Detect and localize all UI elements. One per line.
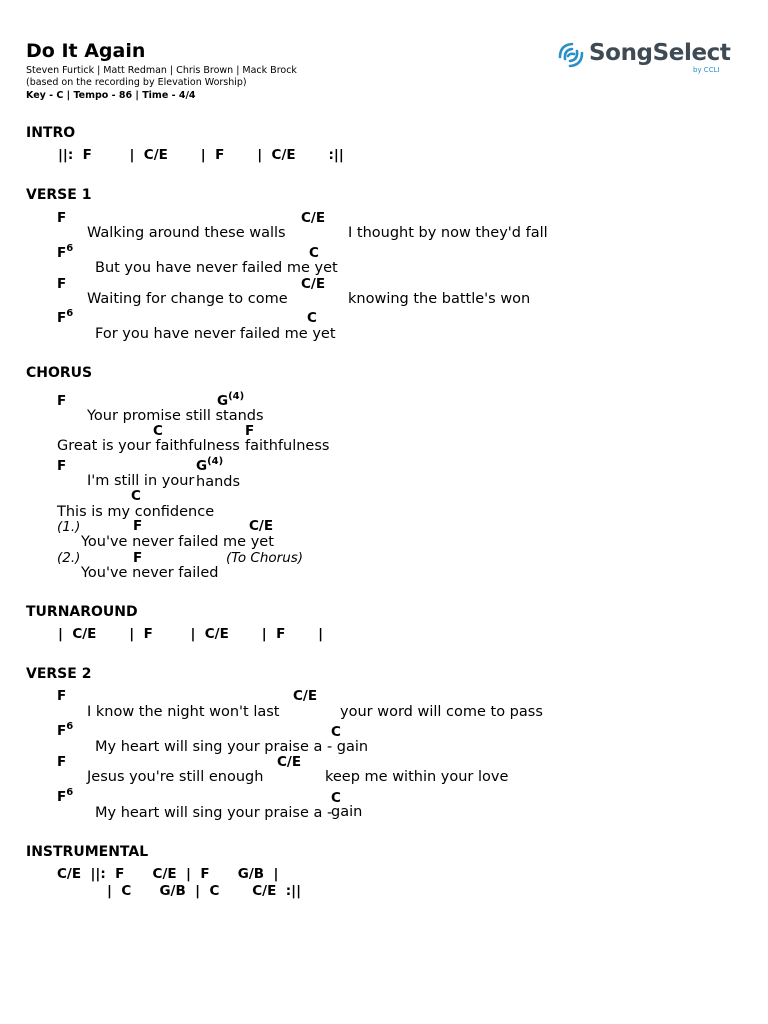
song-title: Do It Again <box>26 40 146 62</box>
chord: $F^6$ <box>57 243 74 261</box>
song-based-on: (based on the recording by Elevation Worship) <box>26 77 247 88</box>
chord: C <box>153 423 163 439</box>
section-label-chorus: CHORUS <box>26 365 93 381</box>
chord: F <box>57 393 67 409</box>
chord: F <box>133 518 143 534</box>
ending-marker-2: (2.) <box>57 550 81 566</box>
section-label-turnaround: TURNAROUND <box>26 604 138 620</box>
instrumental-chord-line-1: C/E ||: F C/E | F G/B | <box>57 866 279 882</box>
to-chorus-note: (To Chorus) <box>226 550 304 566</box>
chord: $F^6$ <box>57 308 74 326</box>
chord: C <box>331 790 341 806</box>
lyric-line: Jesus you're still enough <box>87 769 264 785</box>
lyric-line: I'm still in your <box>87 473 195 489</box>
chord: C/E <box>249 518 274 534</box>
lyric-line: Great is your faithfulness <box>57 438 240 454</box>
lyric-line: your word will come to pass <box>340 704 543 720</box>
song-authors: Steven Furtick | Matt Redman | Chris Brown | Mack Brock <box>26 65 297 76</box>
lyric-line: keep me within your love <box>325 769 509 785</box>
instrumental-chord-line-2: | C G/B | C C/E :|| <box>107 883 301 899</box>
songselect-logo-icon <box>556 40 586 70</box>
lyric-line: This is my confidence <box>57 504 215 520</box>
songselect-logo-sub: by CCLI <box>693 66 720 74</box>
songselect-logo <box>556 38 736 76</box>
chord: $F^6$ <box>57 787 74 805</box>
chord: C <box>131 488 141 504</box>
songselect-logo-text: SongSelect <box>589 40 731 66</box>
lyric-line: My heart will sing your praise a - <box>95 805 333 821</box>
lyric-line: My heart will sing your praise a - gain <box>95 739 369 755</box>
section-label-verse-2: VERSE 2 <box>26 666 92 682</box>
lyric-line: I thought by now they'd fall <box>348 225 548 241</box>
chord: $G^{(4)}$ <box>196 456 224 474</box>
chord: C <box>309 245 319 261</box>
lyric-line: hands <box>196 474 241 490</box>
chord: C <box>331 724 341 740</box>
chord: C <box>307 310 317 326</box>
chord: C/E <box>301 276 326 292</box>
chord: $F^6$ <box>57 721 74 739</box>
turnaround-chord-line: | C/E | F | C/E | F | <box>58 626 324 642</box>
chord: F <box>245 423 255 439</box>
chord: F <box>57 276 67 292</box>
chord: C/E <box>277 754 302 770</box>
lyric-line: Your promise still stands <box>87 408 264 424</box>
lyric-line: Waiting for change to come <box>87 291 288 307</box>
lyric-line: faithfulness <box>245 438 330 454</box>
lyric-line: I know the night won't last <box>87 704 280 720</box>
chord: C/E <box>293 688 318 704</box>
chord: $G^{(4)}$ <box>217 391 245 409</box>
intro-chord-line: ||: F | C/E | F | C/E :|| <box>58 147 344 163</box>
chord: F <box>57 210 67 226</box>
lyric-line: Walking around these walls <box>87 225 286 241</box>
chord: F <box>57 688 67 704</box>
song-key-info: Key - C | Tempo - 86 | Time - 4/4 <box>26 90 196 101</box>
section-label-instrumental: INSTRUMENTAL <box>26 844 149 860</box>
lyric-line: For you have never failed me yet <box>95 326 336 342</box>
chord: C/E <box>301 210 326 226</box>
lyric-line: You've never failed me yet <box>81 534 274 550</box>
chord: F <box>57 458 67 474</box>
chord: F <box>57 754 67 770</box>
lyric-line: knowing the battle's won <box>348 291 531 307</box>
lyric-line: But you have never failed me yet <box>95 260 338 276</box>
section-label-intro: INTRO <box>26 125 76 141</box>
ending-marker-1: (1.) <box>57 519 81 535</box>
section-label-verse-1: VERSE 1 <box>26 187 92 203</box>
lyric-line: gain <box>331 804 363 820</box>
lyric-line: You've never failed <box>81 565 219 581</box>
chord: F <box>133 550 143 566</box>
